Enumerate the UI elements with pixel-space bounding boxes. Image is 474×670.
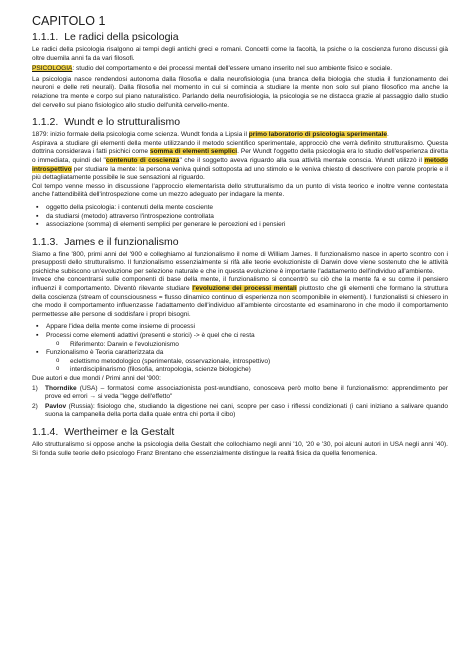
list-item: ▪ Appare l'idea della mente come insieme di processi (36, 323, 448, 332)
bullet-list (36, 323, 448, 375)
paragraph: Le radici della psicologia risalgono ai tempi degli antichi greci e romani. Concetti come la facoltà, la psiche o la coscienza furono discussi già oltre duemila anni fa da vari filosofi. (32, 46, 448, 62)
paragraph: Col tempo venne messo in discussione l'approccio elementarista dello strutturalismo da un punto di vista teorico e inoltre venne contestata anche l'attendibilità dell'introspezione come un mezzo adeguato per indagare la mente. (32, 182, 448, 199)
list-item: ▪ da studiarsi (metodo) attraverso l'introspezione controllata (36, 213, 448, 222)
chapter-title: CAPITOLO 1 (32, 14, 106, 28)
paragraph: La psicologia nasce rendendosi autonoma dalla filosofia e dalla neurofisiologia (una branca della biologia che studia il funzionamento dei neuroni e delle reti neurali). Dalla filosofia nel momento in cui si comincia a studiare la mente non solo sul piano filosofico ma anche la relazione tra mente e corpo sul piano naturalistico. Parlando della neurofisiologia, la psicologia se ne distacca grazie al passaggio dallo studio del cervello sul piano fisiologico allo studio dell'unità cervello-mente. (32, 75, 448, 109)
sub-list-item: o eclettismo metodologico (sperimentale, osservazionale, introspettivo) (56, 358, 448, 367)
list-item: ▪ oggetto della psicologia: i contenuti della mente cosciente (36, 204, 448, 213)
section-number: 1.1.3. (32, 235, 59, 248)
section-number: 1.1.2. (32, 116, 59, 129)
paragraph-definition: PSICOLOGIA: studio del comportamento e dei processi mentali dell'essere umano inserito nel suo ambiente fisico e sociale. (32, 65, 393, 73)
sub-list (56, 341, 448, 350)
bullet-list (36, 204, 448, 230)
sub-list-item: o Riferimento: Darwin e l'evoluzionismo (56, 341, 448, 350)
paragraph: Aspirava a studiare gli elementi della mente utilizzando il metodo scientifico sperimentale, approcciò che verrà definito strutturalismo. Questa dottrina considerava i fatti psichici come somma di elementi semplici. Per Wundt l'oggetto della psicologia era lo studio dell'esperienza diretta o immediata, quindi del "contenuto di coscienza" che il soggetto aveva riguardo alla sua attività mentale conscia. Wundt utilizzò il metodo introspettivo per studiare la mente: la persona veniva quindi sottoposta ad uno stimolo e le veniva chiesto di descrivere con parole proprie e il più dettagliatamente possibile le sue sensazioni al riguardo. (32, 139, 448, 182)
highlighted-term: PSICOLOGIA (32, 65, 73, 73)
section-heading-1-1-4 (32, 426, 448, 439)
numbered-list (32, 385, 448, 420)
section-title: Wundt e lo strutturalismo (64, 116, 181, 129)
section-title: Le radici della psicologia (64, 31, 179, 43)
paragraph: Due autori e due mondi / Primi anni del '900: (32, 375, 161, 382)
author-name: Thorndike (45, 384, 77, 392)
section-title: Wertheimer e la Gestalt (64, 425, 175, 438)
paragraph: Allo strutturalismo si oppose anche la psicologia della Gestalt che collochiamo negli anni '10, '20 e '30, poi alcuni autori in USA negli anni '40). Si fonda sulle teorie dello psicologo Franz Brentano che essenzialmente distingue la realtà fisica da quella fenomenica. (32, 440, 448, 457)
section-heading-1-1-2 (32, 116, 448, 129)
list-item: ▪ Processi come elementi adattivi (presenti e storici) -> è quel che ci resta o Riferimento: Darwin e l'evoluzionismo (36, 332, 448, 349)
paragraph: Invece che concentrarsi sulle componenti di base della mente, il funzionalismo si concentrò su ciò che la mente fa e su come il pensiero influenzi il comportamento. Diventò rilevante studiare l'evoluzione dei processi mentali piuttosto che gli elementi che formano la struttura della coscienza (stream of counsciousness = flusso dinamico continuo di esperienza non scomponibile in elementi). I funzionalisti si chiesero in che modo il comportamento influenzasse l'adattamento dell'individuo all'ambiente circostante ed esaminarono in che modo il comportamento permettesse alle persone di soddisfare i propri bisogni. (32, 276, 448, 318)
list-item: 1) Thorndike (USA) – formatosi come associazionista post-wundtiano, conosceva però molto bene il funzionalismo: apprendimento per prove ed errori → si veda "legge dell'effetto" (32, 384, 448, 401)
author-name: Pavlov (45, 402, 67, 410)
section-heading-1-1-1 (32, 31, 448, 44)
highlighted-text: somma di elementi semplici (149, 148, 238, 156)
highlighted-text: l'evoluzione dei processi mentali (192, 285, 297, 293)
highlighted-text: metodo introspettivo (32, 156, 448, 173)
list-item: ▪ associazione (somma) di elementi semplici per generare le percezioni ed i pensieri (36, 221, 448, 230)
section-title: James e il funzionalismo (64, 235, 179, 248)
paragraph: Siamo a fine '800, primi anni del '900 e colleghiamo al funzionalismo il nome di William James. Il funzionalismo nasce in aperto scontro con i presupposti dello strutturalismo. Il funzionalismo essenzialmente si rifà alle teorie evoluzioniste di Darwin dove viene sostenuto che le attività psichiche subiscono un'evoluzione per selezione naturale e che in questa evoluzione è importante l'adattamento dell'individuo all'ambiente. (32, 250, 448, 275)
list-item: ▪ Funzionalismo è Teoria caratterizzata da o eclettismo metodologico (sperimentale, osservazionale, introspettivo) o interdisciplinarismo (filosofia, antropologia, scienze biologiche) (36, 349, 448, 375)
list-item: 2) Pavlov (Russia): fisiologo che, studiando la digestione nei cani, scopre per caso i riflessi condizionati (i cani iniziano a salivare quando suona la campanella della porta dalla quale entra chi porta il cibo) (32, 402, 448, 419)
highlighted-text: primo laboratorio di psicologia sperimentale (248, 131, 388, 139)
highlighted-text: contenuto di coscienza (105, 156, 180, 164)
section-heading-1-1-3 (32, 236, 448, 249)
paragraph: 1879: inizio formale della psicologia come scienza. Wundt fonda a Lipsia il primo laboratorio di psicologia sperimentale. (32, 131, 389, 139)
sub-list (56, 358, 448, 375)
section-number: 1.1.4. (32, 425, 59, 438)
sub-list-item: o interdisciplinarismo (filosofia, antropologia, scienze biologiche) (56, 366, 448, 375)
section-number: 1.1.1. (32, 31, 59, 43)
